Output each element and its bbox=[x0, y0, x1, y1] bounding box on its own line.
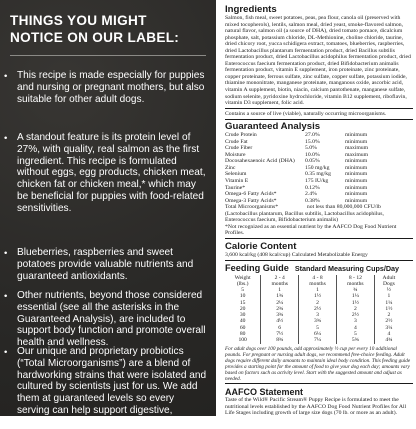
bullet-icon: • bbox=[4, 133, 8, 144]
cups-cell: 6¼ bbox=[299, 331, 337, 337]
analysis-name: Crude Fat bbox=[225, 138, 248, 145]
weight-cell: 80 bbox=[239, 331, 246, 338]
analysis-name: Docosahexaenoic Acid (DHA) bbox=[225, 158, 295, 165]
aafco-text: Taste of the Wild® Pacific Stream® Puppy Recipe is formulated to meet the nutritional levels established by the AAFCO Dog Food Nutrient Profiles for All Life Stages including growth of large size dogs (70 lb. or more as an adult). bbox=[225, 397, 407, 417]
analysis-name: Crude Fiber bbox=[225, 145, 253, 152]
cups-cell: 1¼ bbox=[374, 300, 403, 306]
analysis-name: Vitamin E bbox=[225, 178, 249, 185]
cups-cell: 6 bbox=[261, 325, 299, 331]
age-column-header bbox=[261, 275, 299, 287]
calorie-text: 3,600 kcal/kg (408 kcal/cup) Calculated Metabolizable Energy bbox=[225, 251, 368, 258]
header-line: Dogs bbox=[383, 281, 395, 287]
analysis-value: 0.05% bbox=[305, 158, 320, 165]
analysis-qualifier: minimum bbox=[345, 158, 368, 165]
cups-cell: 1 bbox=[261, 287, 299, 293]
analysis-name: Omega-3 Fatty Acids* bbox=[225, 197, 277, 204]
section-divider bbox=[225, 238, 413, 239]
panel-title bbox=[10, 12, 210, 46]
analysis-qualifier: minimum bbox=[345, 171, 368, 178]
analysis-name: Moisture bbox=[225, 151, 246, 158]
panel-title-line-2: NOTICE ON OUR LABEL: bbox=[10, 30, 180, 45]
analysis-name: Total Microorganisms* bbox=[225, 204, 279, 211]
analysis-value: not less than 80,000,000 CFU/lb bbox=[306, 204, 381, 211]
cups-cell: 4 bbox=[374, 331, 403, 337]
cups-cell: 1½ bbox=[336, 300, 374, 306]
guaranteed-analysis-heading: Guaranteed Analysis bbox=[225, 121, 321, 133]
panel-title-line-1: THINGS YOU MIGHT bbox=[10, 13, 147, 28]
analysis-qualifier: maximum bbox=[345, 145, 369, 152]
cups-cell: 2½ bbox=[336, 312, 374, 318]
cups-cell: 3¼ bbox=[374, 325, 403, 331]
cups-cell: 4½ bbox=[261, 318, 299, 324]
section-divider bbox=[225, 119, 413, 120]
cups-cell: 4 bbox=[336, 325, 374, 331]
analysis-value: 2.4% bbox=[305, 191, 317, 198]
analysis-name: Taurine* bbox=[225, 184, 246, 191]
cups-cell: 1 bbox=[299, 287, 337, 293]
feeding-guide-note: For adult dogs over 100 pounds, add approximately ½ cup per every 10 additional pounds. For pregnant or nursing adult dogs, we recommend free-choice feeding. Adult dogs require different daily amounts to maintain ideal body condition. This feeding guide provides a starting point for the amount of food to give your dog each day; amounts vary based on factors such as activity level. Start with the suggested amount and adjust as needed. bbox=[225, 345, 411, 382]
weight-cell: 40 bbox=[239, 318, 246, 325]
cups-cell: 5 bbox=[336, 331, 374, 337]
header-line: (lbs.) bbox=[236, 281, 249, 287]
section-divider bbox=[225, 260, 413, 261]
bullet-icon: • bbox=[4, 248, 8, 259]
analysis-value: 5.0% bbox=[305, 145, 317, 152]
bullet-text: This recipe is made especially for puppies and nursing or pregnant mothers, but also suitable for other adult dogs. bbox=[17, 70, 205, 105]
cups-cell: 2¼ bbox=[261, 300, 299, 306]
header-line: months bbox=[271, 281, 288, 287]
bullet-text: Our unique and proprietary probiotics (“Total Microorganisms”) are a blend of hardworking strains that were isolated and cultured by scientists just for us. We add them at guaranteed levels so every serving can help support digestive, immune and overall health. bbox=[17, 346, 207, 428]
nutrition-label bbox=[216, 0, 416, 416]
analysis-name: Selenium bbox=[225, 171, 247, 178]
weight-cell: 100 bbox=[238, 337, 247, 344]
feeding-guide-subheading: Standard Measuring Cups/Day bbox=[294, 264, 400, 273]
analysis-name: Zinc bbox=[225, 164, 236, 171]
feeding-guide-heading: Feeding Guide bbox=[225, 263, 289, 273]
header-line: months bbox=[309, 281, 326, 287]
cups-cell: 3 bbox=[299, 312, 337, 318]
analysis-name: Omega-6 Fatty Acids* bbox=[225, 191, 277, 198]
age-column-header bbox=[299, 275, 337, 287]
feeding-row bbox=[225, 337, 403, 343]
analysis-qualifier: minimum bbox=[345, 184, 368, 191]
cups-cell: 7½ bbox=[261, 331, 299, 337]
bullet-icon: • bbox=[4, 291, 8, 302]
header-line: months bbox=[347, 281, 364, 287]
cups-cell: 2½ bbox=[299, 306, 337, 312]
feeding-guide-table bbox=[225, 275, 403, 344]
cups-cell: ½ bbox=[374, 287, 403, 293]
analysis-qualifier: minimum bbox=[345, 138, 368, 145]
cups-cell: 2¾ bbox=[261, 306, 299, 312]
section-divider bbox=[225, 383, 413, 384]
weight-column-header bbox=[225, 275, 261, 287]
calorie-heading: Calorie Content bbox=[225, 240, 297, 252]
analysis-qualifier: minimum bbox=[345, 164, 368, 171]
cups-cell: 5 bbox=[299, 325, 337, 331]
analysis-qualifier: minimum bbox=[345, 178, 368, 185]
age-column-header bbox=[374, 275, 403, 287]
header-line: Weight bbox=[234, 275, 251, 281]
bullet-icon: • bbox=[4, 71, 8, 82]
microorganisms-strains: (Lactobacillus plantarum, Bacillus subtilis, Lactobacillus acidophilus, Enterococcus faecium, Bifidobacterium animalis) bbox=[225, 210, 384, 224]
weight-cell: 10 bbox=[239, 293, 246, 300]
cups-cell: 3¾ bbox=[299, 318, 337, 324]
cups-cell: 1½ bbox=[299, 293, 337, 299]
weight-cell: 15 bbox=[239, 299, 246, 306]
cups-cell: 7¼ bbox=[299, 337, 337, 343]
header-line: Adult bbox=[382, 275, 396, 281]
cups-cell: 1½ bbox=[374, 306, 403, 312]
bullet-text: A standout feature is its protein level of 27%, with quality, real salmon as the first ingredient. This recipe is formulated without eggs, egg products, chicken meat, chicken fat or chicken meal,* which may be beneficial for puppies with food-related sensitivities. bbox=[17, 132, 206, 214]
cups-cell: 1¼ bbox=[336, 293, 374, 299]
cups-cell: 5¾ bbox=[336, 337, 374, 343]
header-line: 8 - 12 bbox=[348, 275, 362, 281]
section-divider bbox=[225, 108, 413, 109]
analysis-value: 175 IU/kg bbox=[305, 178, 329, 185]
bullet-text: Blueberries, raspberries and sweet potatoes provide valuable nutrients and guaranteed antioxidants. bbox=[17, 247, 194, 282]
bullet-text: Other nutrients, beyond those considered essential (see all the asterisks in the Guaranteed Analysis), are included to support body function and promote overall health and wellness. bbox=[17, 290, 206, 349]
analysis-value: 150 mg/kg bbox=[305, 164, 330, 171]
analysis-footnote: *Not recognized as an essential nutrient by the AAFCO Dog Food Nutrient Profiles. bbox=[225, 223, 397, 237]
bullet-icon: • bbox=[4, 347, 8, 358]
weight-cell: 20 bbox=[239, 305, 246, 312]
analysis-qualifier: minimum bbox=[345, 197, 368, 204]
header-line: 4 - 8 bbox=[312, 275, 323, 281]
analysis-value: 27.0% bbox=[305, 132, 320, 139]
analysis-value: 15.0% bbox=[305, 138, 320, 145]
cups-cell: 2 bbox=[336, 306, 374, 312]
cups-cell: 1¾ bbox=[261, 293, 299, 299]
cups-cell: 2½ bbox=[374, 318, 403, 324]
analysis-qualifier: minimum bbox=[345, 132, 368, 139]
title-divider bbox=[10, 55, 206, 56]
analysis-value: 0.35 mg/kg bbox=[305, 171, 331, 178]
analysis-value: 0.12% bbox=[305, 184, 320, 191]
header-line: 2 - 4 bbox=[274, 275, 285, 281]
analysis-qualifier: maximum bbox=[345, 151, 369, 158]
analysis-value: 10.0% bbox=[305, 151, 320, 158]
cups-cell: 3¾ bbox=[261, 312, 299, 318]
analysis-value: 0.38% bbox=[305, 197, 320, 204]
cups-cell: 3 bbox=[336, 318, 374, 324]
aafco-heading: AAFCO Statement bbox=[225, 387, 304, 398]
live-microorganisms-note: Contains a source of live (viable), naturally occurring microorganisms. bbox=[225, 110, 387, 117]
age-column-header bbox=[336, 275, 374, 287]
analysis-name: Crude Protein bbox=[225, 132, 257, 139]
cups-cell: 1 bbox=[374, 293, 403, 299]
cups-cell: 2 bbox=[299, 300, 337, 306]
cups-cell: 4¾ bbox=[374, 337, 403, 343]
weight-cell: 60 bbox=[239, 324, 246, 331]
ingredients-text: Salmon, fish meal, sweet potatoes, peas, pea flour, canola oil (preserved with mixed tocopherols), lentils, salmon meal, dried yeast, smoke-flavored salmon, natural flavor, salmon oil (a source of DHA), dried tomato pomace, dicalcium phosphate, salt, potassium chloride, DL-Methionine, choline chloride, taurine, dried chicory root, yucca schidigera extract, tomatoes, blueberries, raspberries, dried Lactobacillus plantarum fermentation product, dried Bacillus subtilis fermentation product, dried Lactobacillus acidophilus fermentation product, dried Enterococcus faecium fermentation product, dried Bifidobacterium animalis fermentation product, vitamin E supplement, iron proteinate, zinc proteinate, copper proteinate, ferrous sulfate, zinc sulfate, copper sulfate, potassium iodide, thiamine mononitrate, manganese proteinate, manganous oxide, ascorbic acid, vitamin A supplement, biotin, niacin, calcium pantothenate, manganese sulfate, sodium selenite, pyridoxine hydrochloride, vitamin B12 supplement, riboflavin, vitamin D3 supplement, folic acid. bbox=[225, 15, 411, 107]
guaranteed-analysis-table bbox=[225, 132, 413, 204]
ingredients-heading: Ingredients bbox=[225, 4, 277, 15]
weight-cell: 5 bbox=[241, 287, 245, 293]
cups-cell: 8¾ bbox=[261, 337, 299, 343]
weight-cell: 30 bbox=[239, 312, 246, 319]
cups-cell: ¾ bbox=[336, 287, 374, 293]
cups-cell: 2 bbox=[374, 312, 403, 318]
analysis-qualifier: minimum bbox=[345, 191, 368, 198]
